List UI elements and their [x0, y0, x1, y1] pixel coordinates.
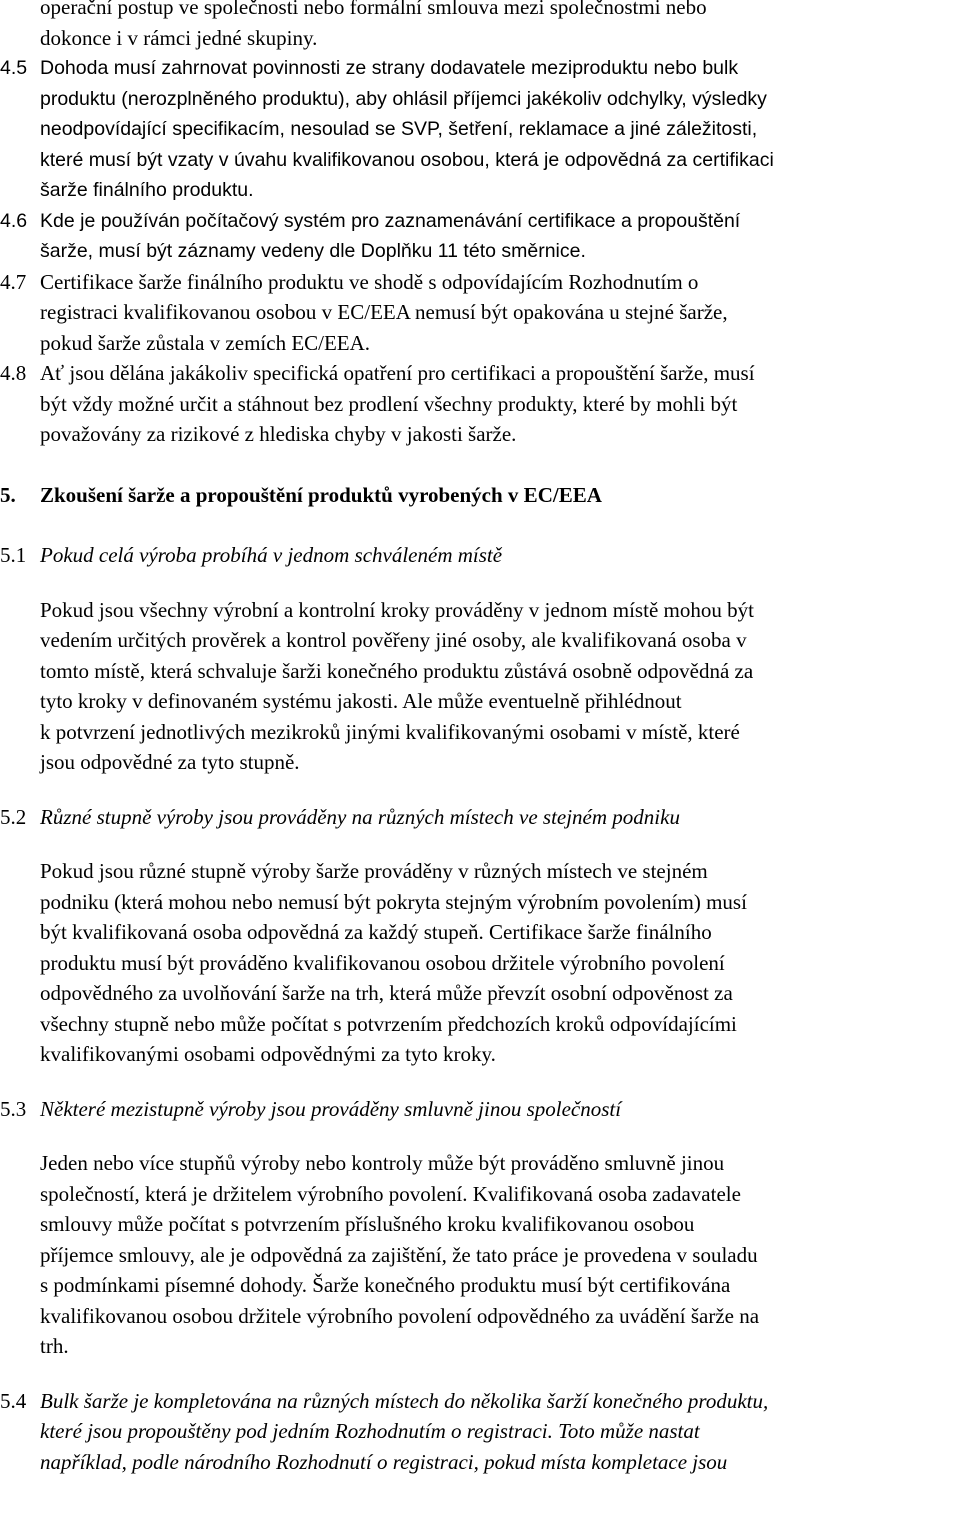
- text-line: Jeden nebo více stupňů výroby nebo kontroly může být prováděno smluvně jinou: [40, 1151, 725, 1175]
- text-line: dokonce i v rámci jedné skupiny.: [40, 25, 318, 50]
- text-line: s podmínkami písemné dohody. Šarže konečného produktu musí být certifikována: [40, 1273, 731, 1297]
- item-4-5: [0, 53, 960, 206]
- text-line: které jsou propouštěny pod jedním Rozhodnutím o registraci. Toto může nastat: [40, 1419, 700, 1443]
- text-line: registraci kvalifikovanou osobou v EC/EEA nemusí být opakována u stejné šarže,: [40, 300, 728, 324]
- section-number: 5.: [0, 482, 16, 507]
- text-line: produktu musí být prováděno kvalifikovanou osobou držitele výrobního povolení: [40, 950, 725, 975]
- text-line: Pokud jsou všechny výrobní a kontrolní kroky prováděny v jednom místě mohou být: [40, 597, 754, 622]
- subsection-title: Různé stupně výroby jsou prováděny na různých místech ve stejném podniku: [40, 804, 680, 829]
- text-line: být vždy možné určit a stáhnout bez prodlení všechny produkty, které by mohli být: [40, 391, 738, 416]
- subsection-heading-5-3: [0, 1094, 960, 1125]
- subsection-number: 5.4: [0, 1388, 27, 1413]
- text-line: například, podle národního Rozhodnutí o registraci, pokud místa kompletace jsou: [40, 1449, 728, 1474]
- text-line: trh.: [40, 1334, 69, 1358]
- item-number: 4.8: [0, 361, 27, 385]
- subsection-5-4: [0, 1386, 960, 1478]
- item-4-8: [0, 358, 960, 450]
- subsection-heading-5-2: [0, 802, 960, 833]
- item-number: 4.5: [0, 57, 28, 79]
- text-line: pokud šarže zůstala v zemích EC/EEA.: [40, 330, 371, 355]
- section-title: Zkoušení šarže a propouštění produktů vyrobených v EC/EEA: [40, 482, 602, 507]
- text-line: tyto kroky v definovaném systému jakosti. Ale může eventuelně přihlédnout: [40, 689, 682, 713]
- text-line: Pokud jsou různé stupně výroby šarže prováděny v různých místech ve stejném: [40, 859, 708, 883]
- item-number: 4.7: [0, 269, 27, 294]
- text-line: považovány za rizikové z hlediska chyby v jakosti šarže.: [40, 422, 517, 446]
- text-line: odpovědného za uvolňování šarže na trh, která může převzít osobní odpověnost za: [40, 981, 733, 1005]
- subsection-body-5-3: [0, 1148, 960, 1362]
- text-line: šarže, musí být záznamy vedeny dle Doplňku 11 této směrnice.: [40, 240, 586, 262]
- item-number: 4.6: [0, 209, 28, 232]
- text-line: být kvalifikovaná osoba odpovědná za každý stupeň. Certifikace šarže finálního: [40, 920, 712, 944]
- section-heading: [0, 480, 960, 511]
- subsection-title: Některé mezistupně výroby jsou prováděny smluvně jinou společností: [40, 1096, 622, 1121]
- subsection-body-5-1: [0, 595, 960, 778]
- text-line: které musí být vzaty v úvahu kvalifikovanou osobou, která je odpovědná za certifikaci: [40, 148, 774, 171]
- item-4-6: [0, 206, 960, 267]
- text-line: kvalifikovanými osobami odpovědnými za tyto kroky.: [40, 1042, 496, 1066]
- text-line: všechny stupně nebo může počítat s potvrzením předchozích kroků odpovídajícími: [40, 1011, 737, 1036]
- subsection-title: Pokud celá výroba probíhá v jednom schváleném místě: [40, 543, 503, 567]
- text-line: Dohoda musí zahrnovat povinnosti ze strany dodavatele meziproduktu nebo bulk: [40, 57, 739, 79]
- text-line: Certifikace šarže finálního produktu ve shodě s odpovídajícím Rozhodnutím o: [40, 269, 699, 294]
- text-line: příjemce smlouvy, ale je odpovědná za zajištění, že tato práce je provedena v souladu: [40, 1242, 758, 1267]
- text-line: produktu (nerozplněného produktu), aby ohlásil příjemci jakékoliv odchylky, výsledky: [40, 87, 767, 110]
- subsection-heading-5-1: [0, 540, 960, 571]
- text-line: společností, která je držitelem výrobního povolení. Kvalifikovaná osoba zadavatele: [40, 1181, 741, 1206]
- subsection-number: 5.3: [0, 1096, 27, 1121]
- subsection-number: 5.2: [0, 804, 27, 829]
- subsection-number: 5.1: [0, 543, 27, 567]
- text-line: smlouvy může počítat s potvrzením příslušného kroku kvalifikovanou osobou: [40, 1212, 695, 1236]
- text-line: Ať jsou dělána jakákoliv specifická opatření pro certifikaci a propouštění šarže, musí: [40, 361, 755, 385]
- intro-paragraph: [0, 0, 960, 53]
- text-line: operační postup ve společnosti nebo formální smlouva mezi společnostmi nebo: [40, 0, 707, 19]
- text-line: Bulk šarže je kompletována na různých místech do několika šarží konečného produktu,: [40, 1388, 769, 1413]
- text-line: neodpovídající specifikacím, nesoulad se SVP, šetření, reklamace a jiné záležitosti,: [40, 118, 758, 140]
- text-line: šarže finálního produktu.: [40, 179, 254, 201]
- text-line: podniku (která mohou nebo nemusí být pokryta stejným výrobním povolením) musí: [40, 889, 747, 914]
- text-line: Kde je používán počítačový systém pro zaznamenávání certifikace a propouštění: [40, 209, 741, 232]
- text-line: kvalifikovanou osobou držitele výrobního povolení odpovědného za uvádění šarže na: [40, 1303, 760, 1328]
- text-line: vedením určitých prověrek a kontrol pověřeny jiné osoby, ale kvalifikovaná osoba v: [40, 628, 747, 652]
- subsection-body-5-2: [0, 856, 960, 1070]
- item-4-7: [0, 267, 960, 359]
- text-line: tomto místě, která schvaluje šarži konečného produktu zůstává osobně odpovědná za: [40, 658, 754, 683]
- text-line: k potvrzení jednotlivých mezikroků jinými kvalifikovanými osobami v místě, které: [40, 719, 740, 744]
- text-line: jsou odpovědné za tyto stupně.: [40, 750, 300, 774]
